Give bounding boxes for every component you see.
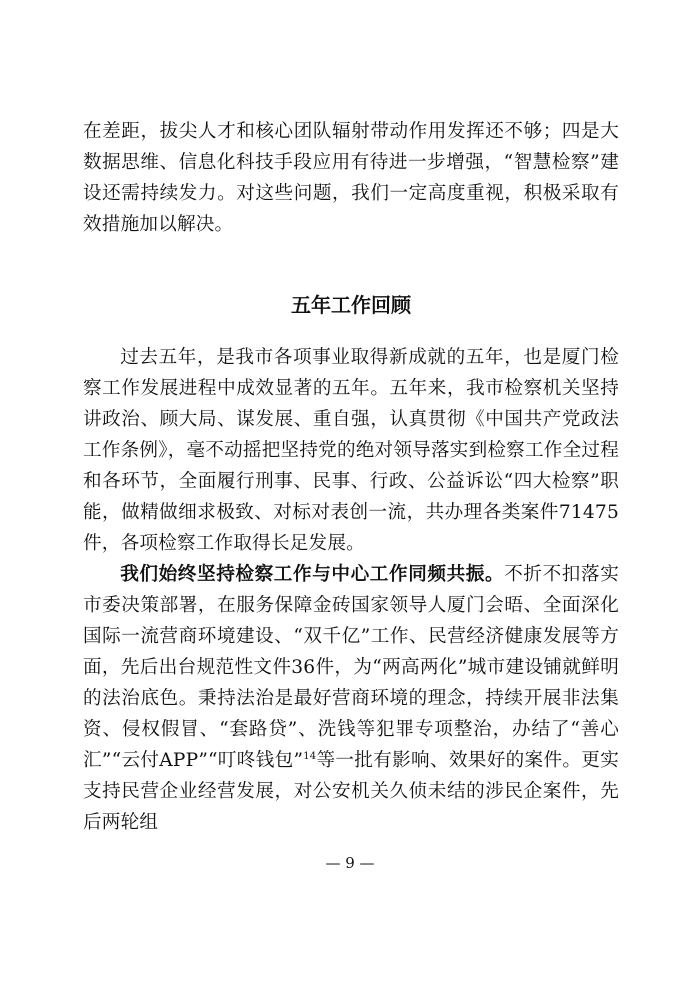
point-body-after-ref: 等一批有影响、效果好的案件。更实支持民营企业经营发展，对公安机关久侦未结的涉民企案件，先后两轮组: [83, 750, 620, 833]
intro-paragraph: 在差距，拔尖人才和核心团队辐射带动作用发挥还不够；四是大数据思维、信息化科技手段应用有待进一步增强，“智慧检察”建设还需持续发力。对这些问题，我们一定高度重视，积极采取有效措施加以解决。: [83, 121, 620, 235]
section-heading: 五年工作回顾: [291, 293, 411, 317]
point-paragraph: [83, 559, 619, 838]
point-body-before-ref: 不折不扣落实市委决策部署，在服务保障金砖国家领导人厦门会晤、全面深化国际一流营商环境建设、“双千亿”工作、民营经济健康发展等方面，先后出台规范性文件36件，为“两高两化”城市建设铺就鲜明的法治底色。秉持法治是最好营商环境的理念，持续开展非法集资、侵权假冒、“套路贷”、洗钱等犯罪专项整治，办结了“善心汇”“云付APP”“叮咚钱包”: [83, 564, 619, 771]
document-page: [83, 116, 619, 838]
review-paragraph: 过去五年，是我市各项事业取得新成就的五年，也是厦门检察工作发展进程中成效显著的五年。五年来，我市检察机关坚持讲政治、顾大局、谋发展、重自强，认真贯彻《中国共产党政法工作条例》，毫不动摇把坚持党的绝对领导落实到检察工作全过程和各环节，全面履行刑事、民事、行政、公益诉讼“四大检察”职能，做精做细求极致、对标对表创一流，共办理各类案件71475件，各项检察工作取得长足发展。: [83, 347, 620, 554]
page-number: — 9 —: [325, 854, 375, 872]
footnote-reference[interactable]: 14: [303, 750, 317, 762]
point-lead: 我们始终坚持检察工作与中心工作同频共振。: [120, 564, 505, 585]
